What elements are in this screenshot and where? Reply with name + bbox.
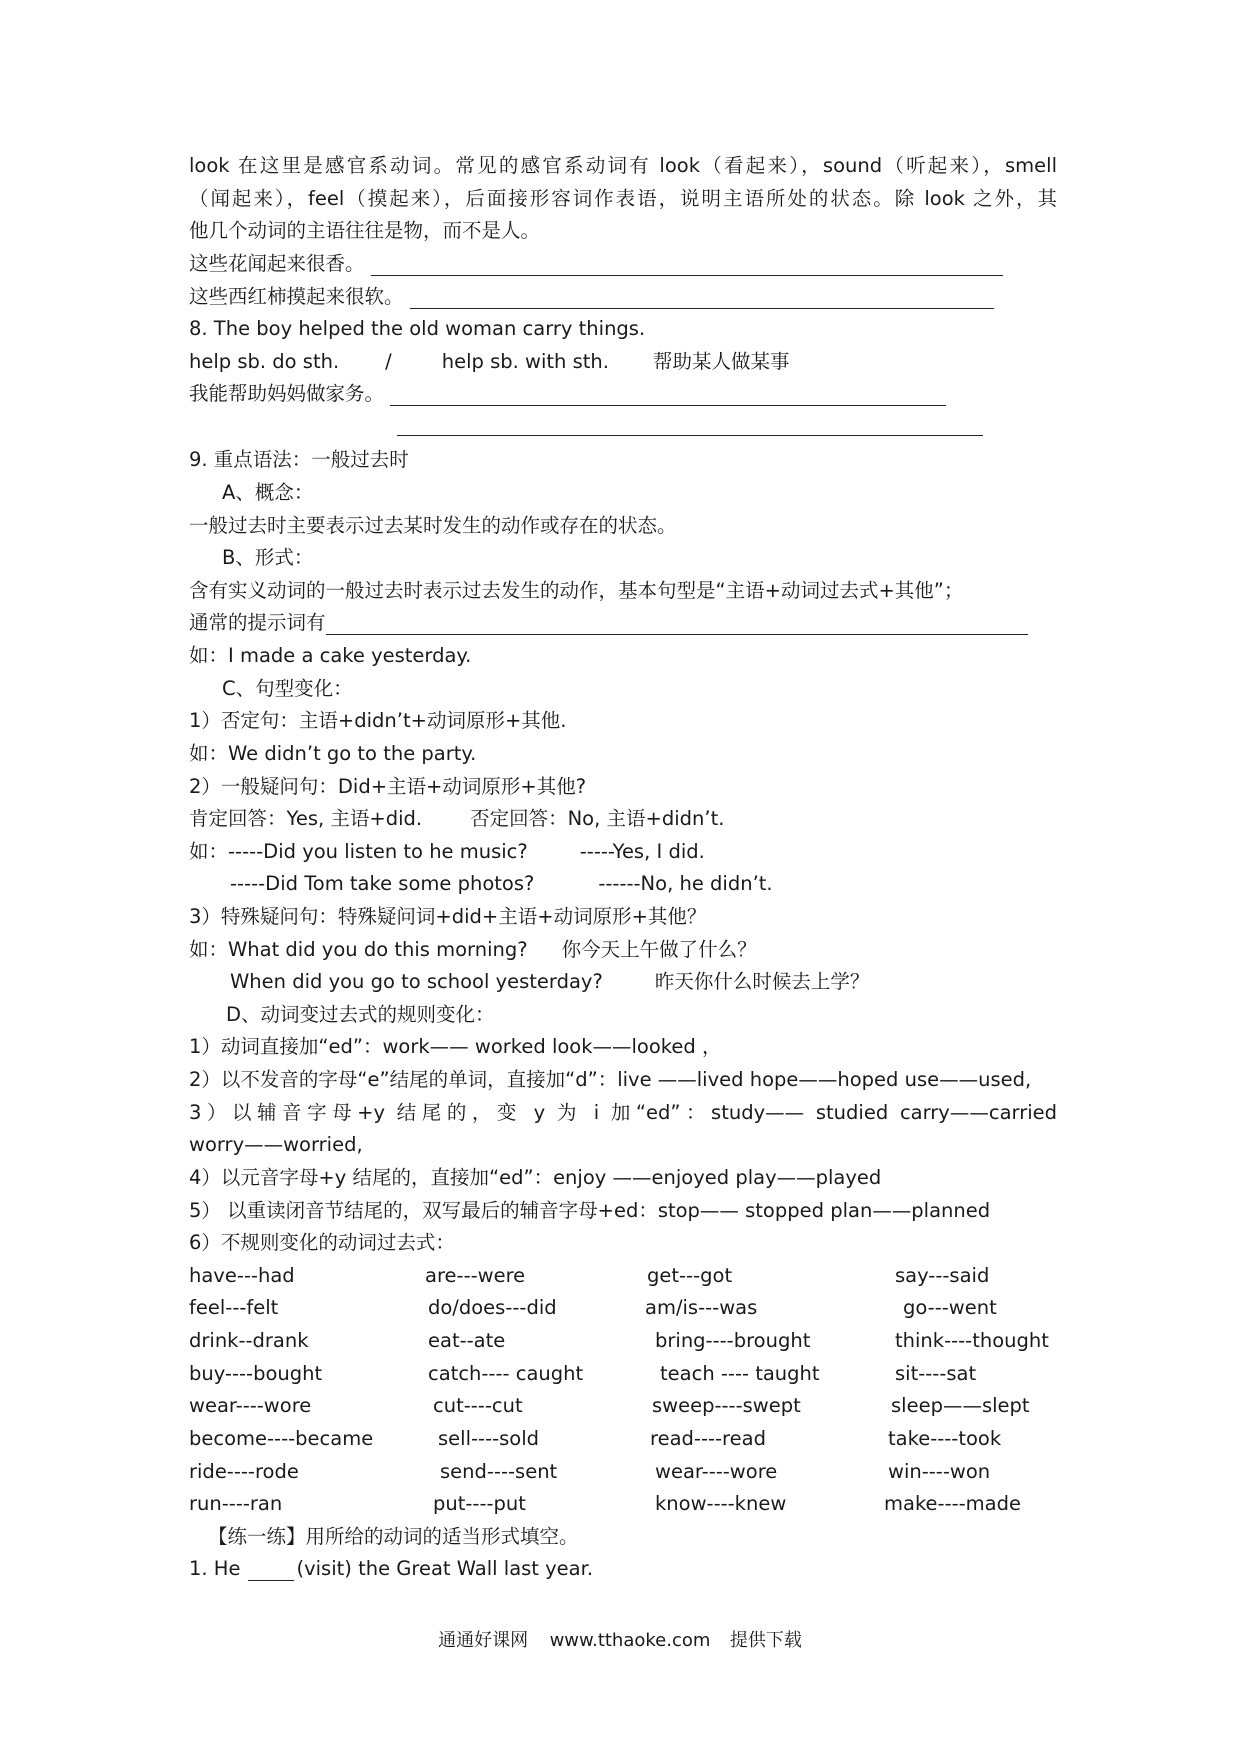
verb-pair: win----won <box>888 1460 991 1483</box>
footer-url[interactable]: www.tthaoke.com <box>549 1630 711 1651</box>
positive-answer: 肯定回答：Yes, 主语+did. <box>189 807 423 830</box>
rule-line: 2）一般疑问句：Did+主语+动词原形+其他? <box>189 775 587 798</box>
subsection-heading: B、形式： <box>222 546 314 569</box>
paragraph-line: 他几个动词的主语往往是物，而不是人。 <box>189 219 541 242</box>
example-line <box>230 872 773 896</box>
answer-blank[interactable] <box>397 435 983 436</box>
verb-pair: run----ran <box>189 1492 283 1515</box>
verb-pair: teach ---- taught <box>660 1362 820 1385</box>
verb-pair: take----took <box>888 1427 1002 1450</box>
verb-pair: buy----bought <box>189 1362 323 1385</box>
verb-pair: make----made <box>884 1492 1022 1515</box>
exercise-prompt: 这些花闻起来很香。 <box>189 252 365 275</box>
rule-line: 4）以元音字母+y 结尾的，直接加“ed”：enjoy ——enjoyed play——played <box>189 1166 882 1189</box>
rule-line: 3）以辅音字母+y 结尾的，变 y 为 i 加“ed”：study—— studied carry——carried <box>189 1101 1057 1124</box>
verb-pair: ride----rode <box>189 1460 299 1483</box>
example-line <box>189 840 705 864</box>
subsection-heading: A、概念： <box>222 481 314 504</box>
example-line: 如：We didn’t go to the party. <box>189 742 477 765</box>
answer-pattern-line <box>189 807 724 831</box>
example-line <box>189 938 757 962</box>
verb-pair: sleep——slept <box>891 1394 1030 1417</box>
verb-pair: become----became <box>189 1427 374 1450</box>
exercise-line <box>189 382 946 406</box>
exercise-line <box>189 611 1028 635</box>
verb-pair: wear----wore <box>189 1394 312 1417</box>
example-question: -----Did Tom take some photos? <box>230 872 535 895</box>
example-answer: ------No, he didn’t. <box>598 872 773 895</box>
paragraph-line: look 在这里是感官系动词。常见的感官系动词有 look（看起来），sound（听起来），smell <box>189 154 1057 177</box>
verb-pair: read----read <box>650 1427 766 1450</box>
verb-pair: go---went <box>903 1296 997 1319</box>
example-question: 如：-----Did you listen to he music? <box>189 840 528 863</box>
rule-line: 5） 以重读闭音节结尾的，双写最后的辅音字母+ed：stop—— stopped plan——planned <box>189 1199 991 1222</box>
verb-pair: think----thought <box>895 1329 1049 1352</box>
paragraph-line: 一般过去时主要表示过去某时发生的动作或存在的状态。 <box>189 514 677 537</box>
phrase-line <box>189 350 789 374</box>
example-line: 如：I made a cake yesterday. <box>189 644 472 667</box>
answer-blank[interactable] <box>326 614 1028 635</box>
verb-pair: bring----brought <box>655 1329 811 1352</box>
page-footer <box>0 1629 1240 1653</box>
question-suffix: (visit) the Great Wall last year. <box>296 1557 594 1580</box>
verb-pair: catch---- caught <box>428 1362 584 1385</box>
verb-pair: send----sent <box>440 1460 558 1483</box>
item-sentence: 8. The boy helped the old woman carry things. <box>189 317 646 340</box>
subsection-heading: D、动词变过去式的规则变化： <box>226 1003 495 1026</box>
paragraph-line: （闻起来），feel（摸起来），后面接形容词作表语，说明主语所处的状态。除 look 之外，其 <box>189 187 1057 210</box>
verb-pair: put----put <box>433 1492 526 1515</box>
verb-pair: do/does---did <box>428 1296 557 1319</box>
exercise-line <box>189 285 994 309</box>
verb-pair: say---said <box>895 1264 990 1287</box>
answer-blank[interactable] <box>410 288 994 309</box>
verb-pair: sweep----swept <box>652 1394 801 1417</box>
verb-pair: have---had <box>189 1264 295 1287</box>
answer-blank[interactable] <box>371 255 1003 276</box>
answer-blank[interactable] <box>248 1560 294 1581</box>
section-title: 9. 重点语法：一般过去时 <box>189 448 409 471</box>
question-prefix: 1. He <box>189 1557 241 1580</box>
rule-line: 2）以不发音的字母“e”结尾的单词，直接加“d”：live ——lived hope——hoped use——used, <box>189 1068 1032 1091</box>
verb-pair: feel---felt <box>189 1296 279 1319</box>
exercise-line <box>189 252 1003 276</box>
verb-pair: get---got <box>647 1264 733 1287</box>
footer-download-text: 提供下载 <box>729 1630 802 1651</box>
negative-answer: 否定回答：No, 主语+didn’t. <box>470 807 725 830</box>
footer-site-name: 通通好课网 <box>438 1630 529 1651</box>
verb-pair: sit----sat <box>895 1362 977 1385</box>
rule-line: 1）动词直接加“ed”：work—— worked look——looked ， <box>189 1035 722 1058</box>
phrase: help sb. do sth. <box>189 350 340 373</box>
example-chinese: 昨天你什么时候去上学？ <box>654 970 870 993</box>
rule-line: 1）否定句：主语+didn’t+动词原形+其他. <box>189 709 567 732</box>
phrase: help sb. with sth. <box>441 350 609 373</box>
exercise-prompt: 我能帮助妈妈做家务。 <box>189 382 385 405</box>
rule-line: 3）特殊疑问句：特殊疑问词+did+主语+动词原形+其他？ <box>189 905 707 928</box>
verb-pair: wear----wore <box>655 1460 778 1483</box>
rule-line: 6）不规则变化的动词过去式： <box>189 1231 455 1254</box>
exercise-prompt: 这些西红柿摸起来很软。 <box>189 285 404 308</box>
answer-blank[interactable] <box>390 385 946 406</box>
paragraph-line: 含有实义动词的一般过去时表示过去发生的动作，基本句型是“主语+动词过去式+其他”； <box>189 579 964 602</box>
practice-question <box>189 1557 593 1581</box>
verb-pair: are---were <box>425 1264 526 1287</box>
exercise-prompt: 通常的提示词有 <box>189 611 326 634</box>
separator: / <box>385 350 392 373</box>
verb-pair: drink--drank <box>189 1329 309 1352</box>
example-english: When did you go to school yesterday? <box>230 970 603 993</box>
rule-line: worry——worried, <box>189 1133 363 1156</box>
verb-pair: sell----sold <box>438 1427 540 1450</box>
example-line <box>230 970 869 994</box>
verb-pair: am/is---was <box>645 1296 758 1319</box>
practice-heading: 【练一练】用所给的动词的适当形式填空。 <box>208 1525 579 1548</box>
subsection-heading: C、句型变化： <box>222 677 353 700</box>
verb-pair: know----knew <box>655 1492 787 1515</box>
example-chinese: 你今天上午做了什么？ <box>561 938 757 961</box>
verb-pair: cut----cut <box>433 1394 523 1417</box>
verb-pair: eat--ate <box>428 1329 506 1352</box>
example-english: 如：What did you do this morning? <box>189 938 528 961</box>
phrase-meaning: 帮助某人做某事 <box>652 350 790 373</box>
example-answer: -----Yes, I did. <box>579 840 705 863</box>
